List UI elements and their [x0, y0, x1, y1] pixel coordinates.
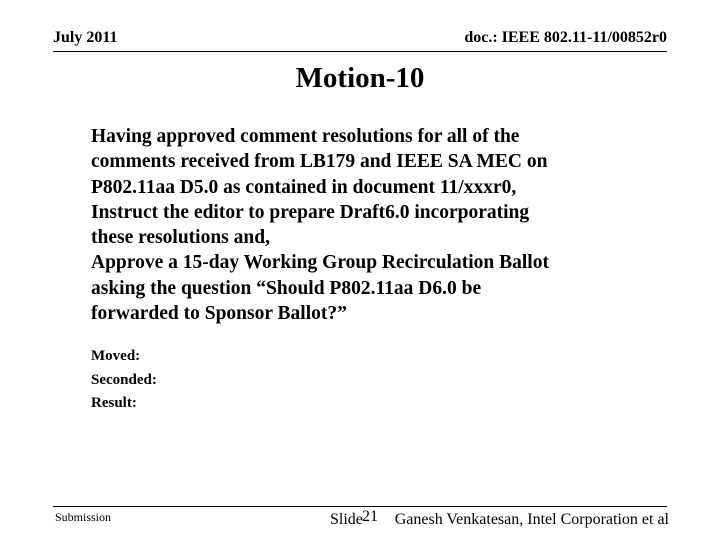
motion-line: Having approved comment resolutions for all of the	[91, 126, 520, 147]
motion-fields	[91, 345, 157, 416]
motion-line: asking the question “Should P802.11aa D6.0 be	[91, 277, 482, 299]
result-label: Result:	[91, 395, 137, 411]
motion-text	[91, 124, 681, 326]
header-date: July 2011	[53, 29, 118, 46]
footer-divider	[53, 506, 667, 507]
footer-submission: Submission	[55, 510, 112, 524]
motion-line: Instruct the editor to prepare Draft6.0 incorporating	[91, 201, 530, 223]
footer-slide-label: Slide	[330, 511, 363, 528]
motion-line: these resolutions and,	[91, 227, 270, 249]
slide-title: Motion-10	[295, 62, 425, 94]
header-divider	[53, 51, 667, 52]
seconded-label: Seconded:	[91, 371, 157, 388]
motion-line: comments received from LB179 and IEEE SA MEC on	[91, 151, 548, 173]
footer-slide-number: 21	[362, 508, 378, 525]
motion-line: P802.11aa D5.0 as contained in document 11/xxxr0,	[91, 176, 517, 198]
header-doc-id: doc.: IEEE 802.11-11/00852r0	[464, 29, 667, 46]
motion-line: forwarded to Sponsor Ballot?”	[91, 303, 347, 325]
footer-author: Ganesh Venkatesan, Intel Corporation et al	[394, 511, 669, 528]
moved-label: Moved:	[91, 348, 141, 364]
motion-line: Approve a 15-day Working Group Recirculation Ballot	[91, 252, 549, 274]
